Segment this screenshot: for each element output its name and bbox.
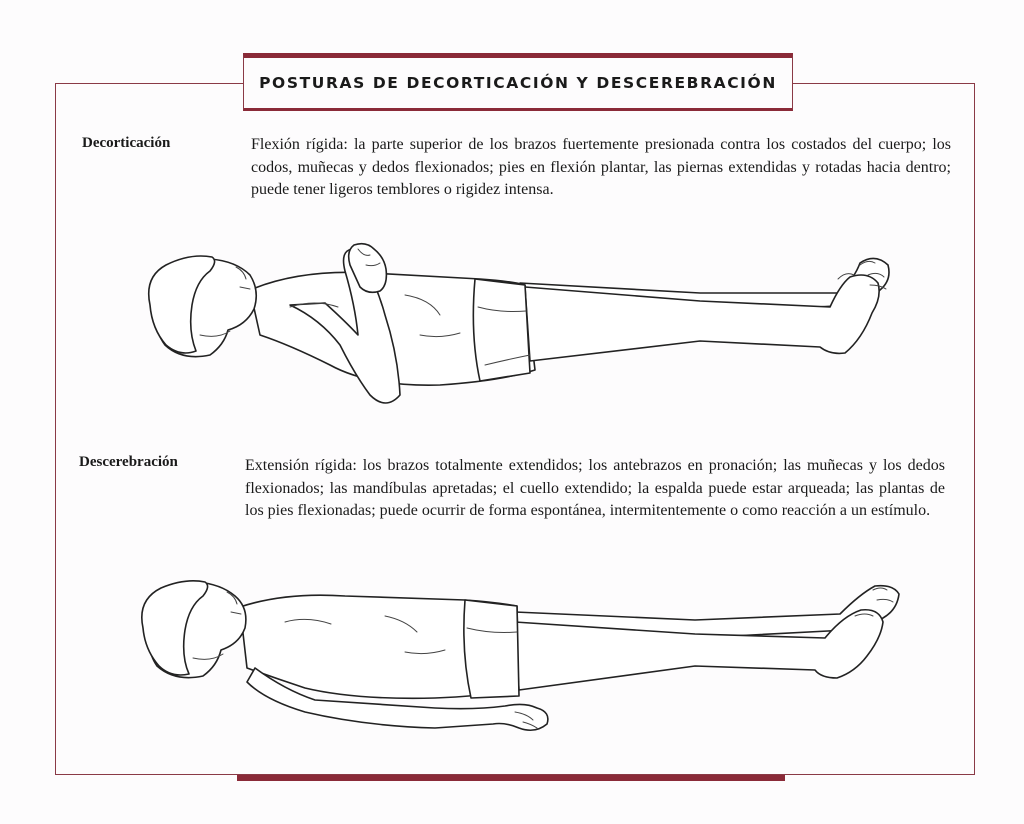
description-descerebracion: Extensión rígida: los brazos totalmente extendidos; los antebrazos en pronación; las muñecas y los dedos flexionados; las mandíbulas apretadas; el cuello extendido; la espalda puede estar arqueada; las plantas de los pies flexionadas; puede ocurrir de forma espontánea, intermitentemente o como reacción a un estímulo. xyxy=(245,457,945,519)
decorticate-posture-figure xyxy=(140,235,900,430)
description-decorticacion: Flexión rígida: la parte superior de los brazos fuertemente presionada contra los costados del cuerpo; los codos, muñecas y dedos flexionados; pies en flexión plantar, las piernas extendidas y rotadas hacia dentro; puede tener ligeros temblores o rigidez intensa. xyxy=(251,136,951,198)
term-descerebracion: Descerebración xyxy=(79,454,178,470)
bottom-accent-bar xyxy=(237,775,785,781)
title-box xyxy=(243,53,793,111)
term-decorticacion: Decorticación xyxy=(82,135,171,151)
decerebrate-posture-figure xyxy=(135,572,905,742)
page-title: POSTURAS DE DECORTICACIÓN Y DESCEREBRACIÓN xyxy=(259,74,777,92)
